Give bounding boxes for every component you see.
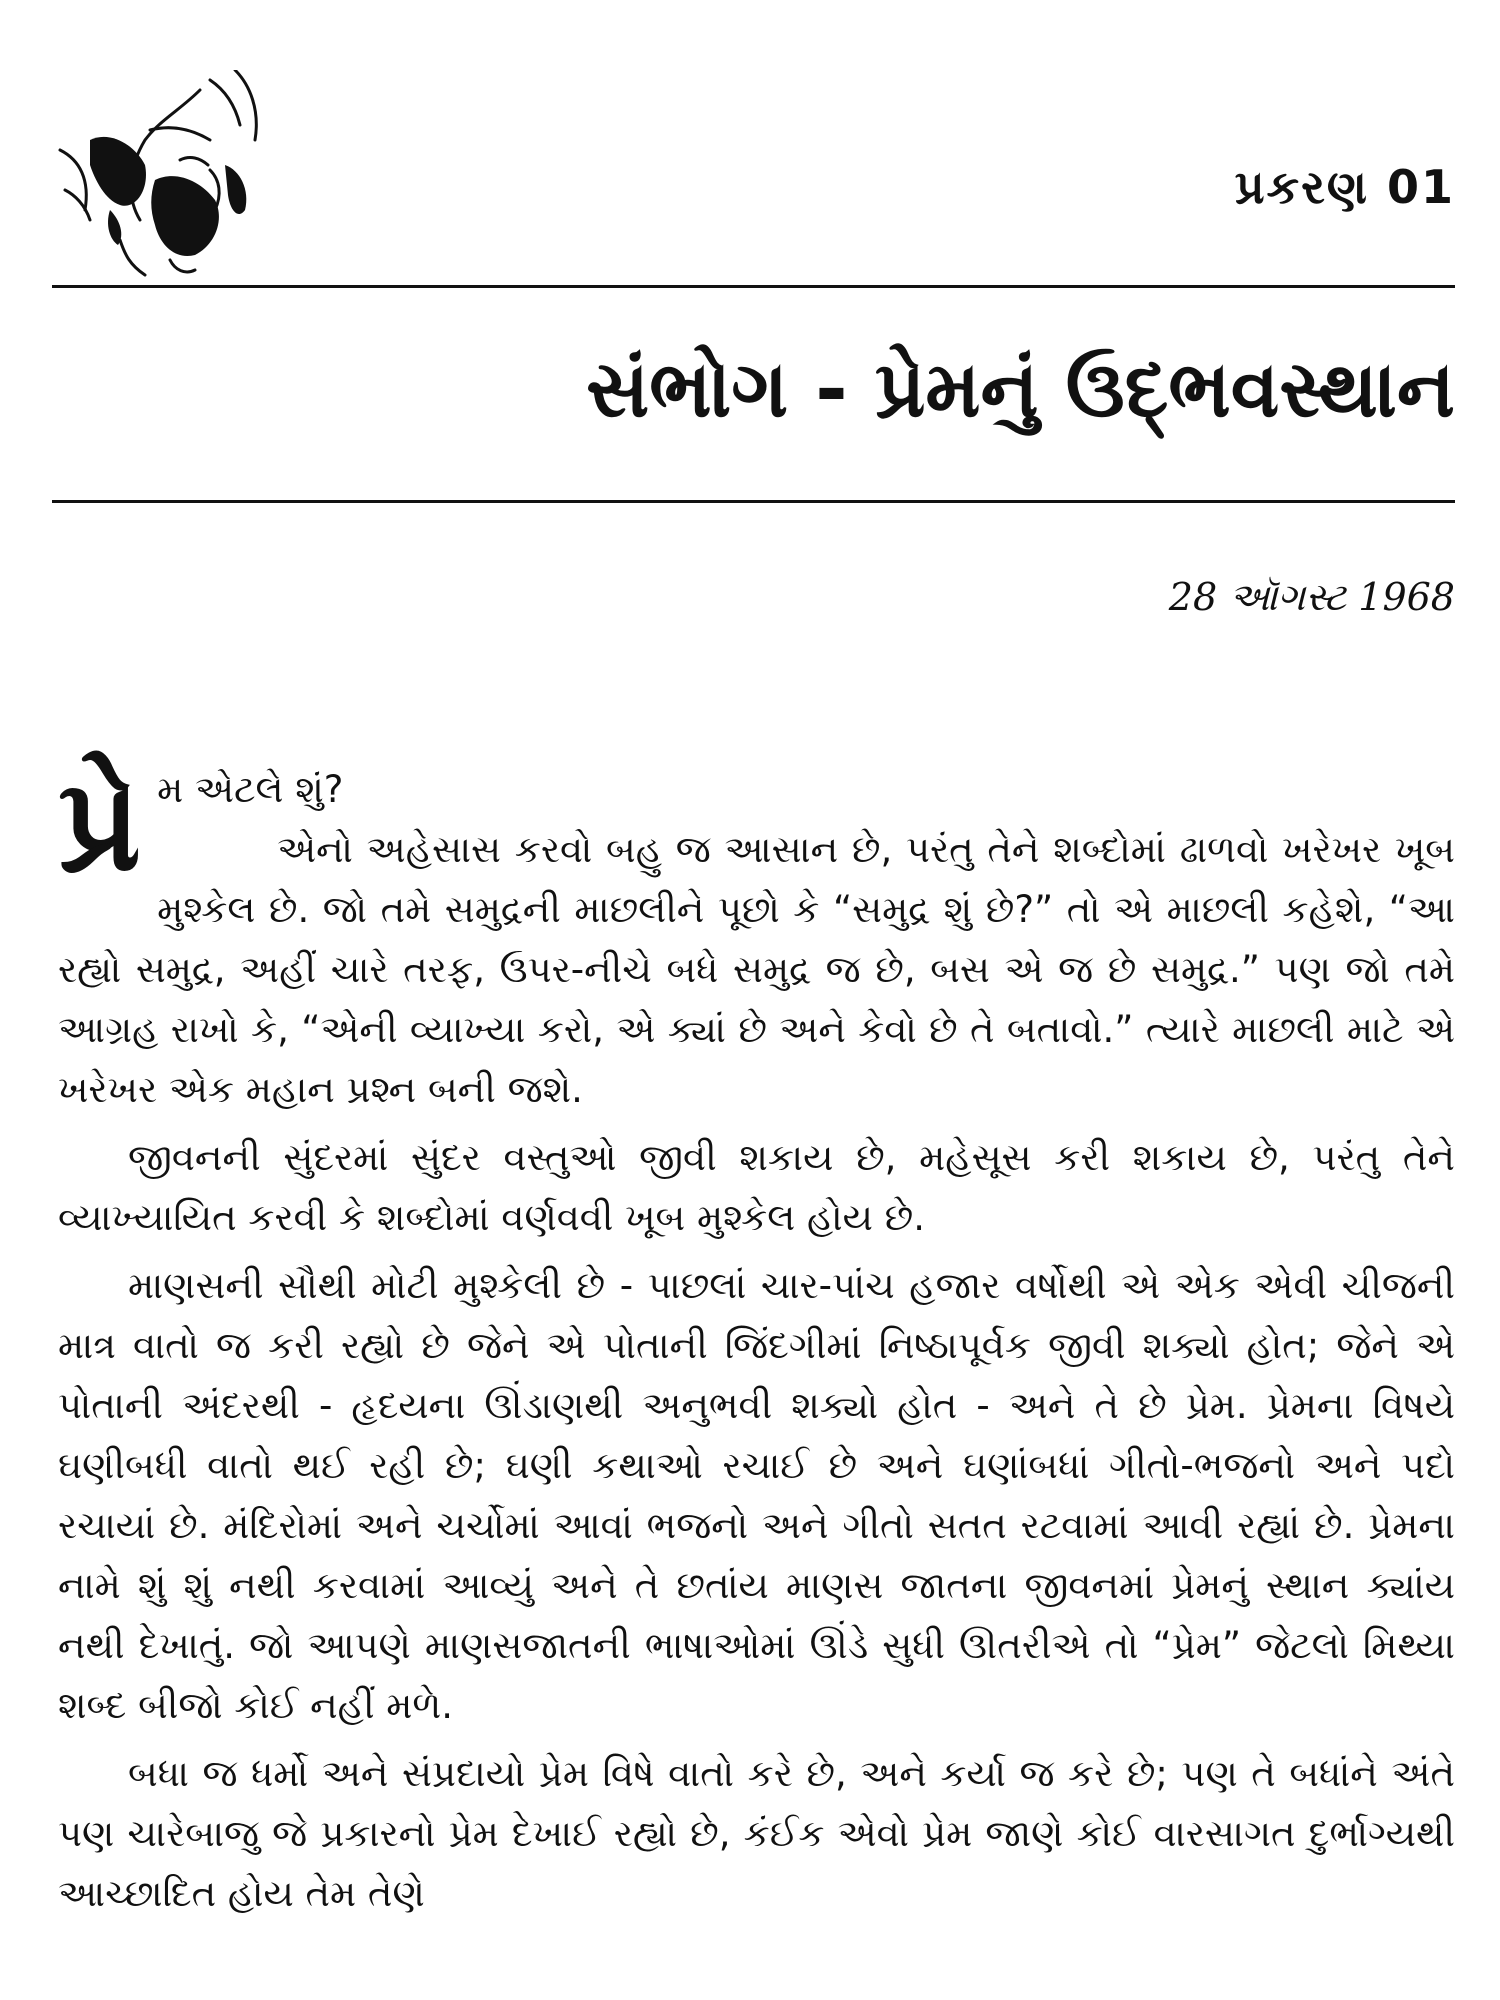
paragraph-3: માણસની સૌથી મોટી મુશ્કેલી છે - પાછલાં ચાર-પાંચ હજાર વર્ષોથી એ એક એવી ચીજની માત્ર વાતો જ કરી રહ્યો છે જેને એ પોતાની જિંદગીમાં નિષ્ઠાપૂર્વક જીવી શક્યો હોત; જેને એ પોતાની અંદરથી - હૃદયના ઊંડાણથી અનુભવી શક્યો હોત - અને તે છે પ્રેમ. પ્રેમના વિષયે ઘણીબધી વાતો થઈ રહી છે; ઘણી કથાઓ રચાઈ છે અને ઘણાંબધાં ગીતો-ભજનો અને પદો રચાયાં છે. મંદિરોમાં અને ચર્ચોમાં આવાં ભજનો અને ગીતો સતત રટવામાં આવી રહ્યાં છે. પ્રેમના નામે શું શું નથી કરવામાં આવ્યું અને તે છતાંય માણસ જાતના જીવનમાં પ્રેમનું સ્થાન ક્યાંય નથી દેખાતું. જો આપણે માણસજાતની ભાષાઓમાં ઊંડે સુધી ઊતરીએ તો “પ્રેમ” જેટલો મિથ્યા શબ્દ બીજો કોઈ નહીં મળે. bbox=[58, 1264, 1455, 1727]
opening-question: મ એટલે શું? bbox=[157, 768, 344, 811]
drop-cap: પ્રે bbox=[58, 751, 142, 900]
header-bottom-rule bbox=[52, 500, 1455, 503]
header-top-rule bbox=[52, 285, 1455, 288]
bearded-man-sketch-icon bbox=[50, 70, 285, 280]
chapter-title: સંભોગ - પ્રેમનું ઉદ્ભવસ્થાન bbox=[586, 345, 1455, 435]
chapter-date: 28 ઑગસ્ટ 1968 bbox=[1168, 575, 1455, 619]
paragraph-4: બધા જ ધર્મો અને સંપ્રદાયો પ્રેમ વિષે વાતો કરે છે, અને કર્યા જ કરે છે; પણ તે બધાંને અંતે પણ ચારેબાજુ જે પ્રકારનો પ્રેમ દેખાઈ રહ્યો છે, કંઈક એવો પ્રેમ જાણે કોઈ વારસાગત દુર્ભાગ્યથી આચ્છાદિત હોય તેમ તેણે bbox=[58, 1752, 1455, 1915]
paragraph-1 bbox=[58, 751, 1455, 1120]
chapter-body bbox=[58, 751, 1455, 1932]
paragraph-1-text: એનો અહેસાસ કરવો બહુ જ આસાન છે, પરંતુ તેને શબ્દોમાં ઢાળવો ખરેખર ખૂબ મુશ્કેલ છે. જો તમે સમુદ્રની માછલીને પૂછો કે “સમુદ્ર શું છે?” તો એ માછલી કહેશે, “આ રહ્યો સમુદ્ર, અહીં ચારે તરફ, ઉપર-નીચે બધે સમુદ્ર જ છે, બસ એ જ છે સમુદ્ર.” પણ જો તમે આગ્રહ રાખો કે, “એની વ્યાખ્યા કરો, એ ક્યાં છે અને કેવો છે તે બતાવો.” ત્યારે માછલી માટે એ ખરેખર એક મહાન પ્રશ્ન બની જશે. bbox=[58, 828, 1455, 1111]
chapter-label: પ્રકરણ 01 bbox=[1234, 160, 1455, 214]
paragraph-2: જીવનની સુંદરમાં સુંદર વસ્તુઓ જીવી શકાય છે, મહેસૂસ કરી શકાય છે, પરંતુ તેને વ્યાખ્યાયિત કરવી કે શબ્દોમાં વર્ણવવી ખૂબ મુશ્કેલ હોય છે. bbox=[58, 1136, 1455, 1239]
